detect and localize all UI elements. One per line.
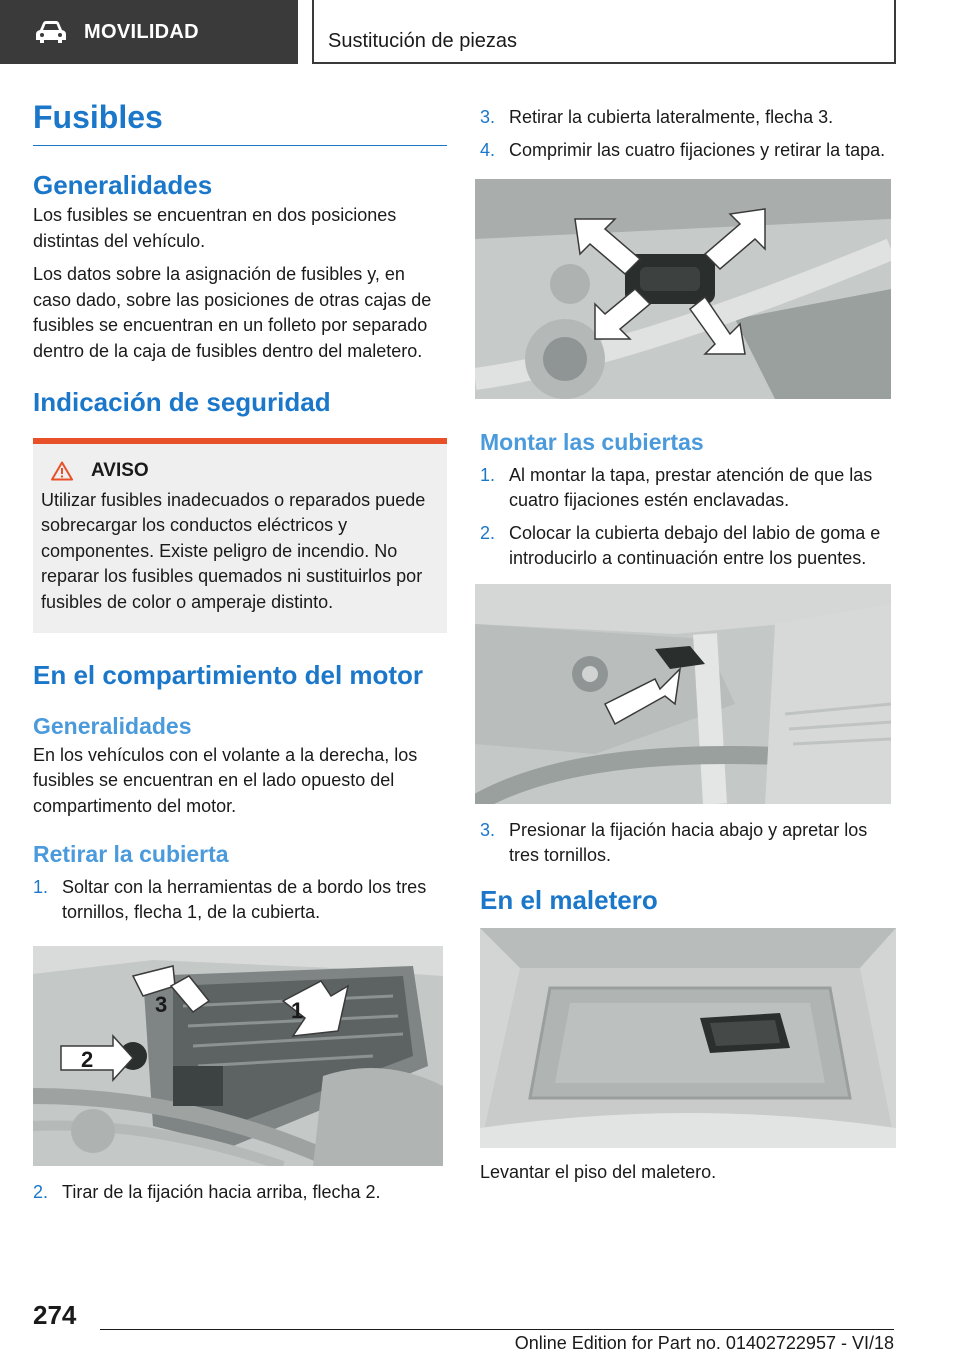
engine-general-heading: Generalidades [33,713,192,740]
footer-divider [100,1329,894,1330]
cover-mount-photo [475,584,891,804]
chapter-tab [312,0,896,64]
step-number: 3. [480,819,496,840]
list-item [480,521,892,572]
list-item [480,105,892,131]
step-number: 1. [480,464,496,485]
right-column [480,100,892,1185]
step-text: Presionar la fijación hacia abajo y apretar los tres tornillos. [509,819,868,866]
step-number: 4. [480,139,496,160]
footer-edition: Online Edition for Part no. 01402722957 - VI/18 [514,1333,894,1353]
page-number: 274 [33,1300,77,1330]
general-paragraph-2: Los datos sobre la asignación de fusibles y, en caso dado, sobre las posiciones de otras cajas de fusibles se encuentran en un folleto por separado dentro de la caja de fusibles dentro del maletero. [33,264,432,361]
warning-box [33,438,447,634]
general-paragraph-1: Los fusibles se encuentran en dos posiciones distintas del vehículo. [33,205,397,251]
left-column [33,100,447,1212]
chapter-label: Sustitución de piezas [328,30,518,52]
section-label: MOVILIDAD [84,20,199,43]
car-icon [34,20,68,44]
list-item [33,1180,447,1206]
warning-header [51,460,439,482]
remove-steps-more [480,105,892,163]
warning-triangle-icon [51,461,73,481]
step-text: Al montar la tapa, prestar atención de que las cuatro fijaciones estén enclavadas. [509,464,873,511]
step-text: Tirar de la fijación hacia arriba, flecha 2. [62,1181,381,1202]
remove-steps-continued [33,1180,447,1206]
step-number: 2. [480,522,496,543]
trunk-heading: En el maletero [480,884,658,915]
list-item [480,138,892,164]
list-item [480,818,892,869]
remove-cover-heading: Retirar la cubierta [33,841,229,868]
engine-heading: En el compartimiento del motor [33,660,424,691]
photo-label-2: 2 [81,1046,94,1072]
warning-title: AVISO [91,459,149,481]
engine-general-text: En los vehículos con el volante a la derecha, los fusibles se encuentran en el lado opuesto del compartimento del motor. [33,744,418,816]
page-title: Fusibles [33,100,447,146]
safety-heading: Indicación de seguridad [33,387,331,418]
general-heading: Generalidades [33,170,213,201]
fuse-cover-photo [475,179,891,399]
trunk-photo [480,928,896,1148]
step-text: Comprimir las cuatro fijaciones y retirar la tapa. [509,139,886,160]
step-text: Soltar con la herramientas de a bordo los tres tornillos, flecha 1, de la cubierta. [62,876,427,923]
step-number: 1. [33,876,49,897]
engine-cover-photo [33,946,443,1166]
photo-label-3: 3 [155,991,168,1017]
remove-steps [33,875,447,926]
step-text: Retirar la cubierta lateralmente, flecha 3. [509,107,834,127]
list-item [33,875,447,926]
section-tab [0,0,298,64]
step-number: 2. [33,1181,49,1202]
photo-label-1: 1 [291,997,304,1023]
warning-text: Utilizar fusibles inadecuados o reparados puede sobrecargar los conductos eléctricos y componentes. Existe peligro de incendio. No reparar los fusibles quemados ni sustituirlos por fusibles de color o amperaje distinto. [41,489,426,612]
mount-steps [480,463,892,572]
trunk-text: Levantar el piso del maletero. [480,1161,717,1182]
list-item [480,463,892,514]
mount-covers-heading: Montar las cubiertas [480,429,704,455]
mount-steps-continued [480,818,892,869]
step-text: Colocar la cubierta debajo del labio de goma e introducirlo a continuación entre los puentes. [509,522,881,569]
step-number: 3. [480,107,496,127]
